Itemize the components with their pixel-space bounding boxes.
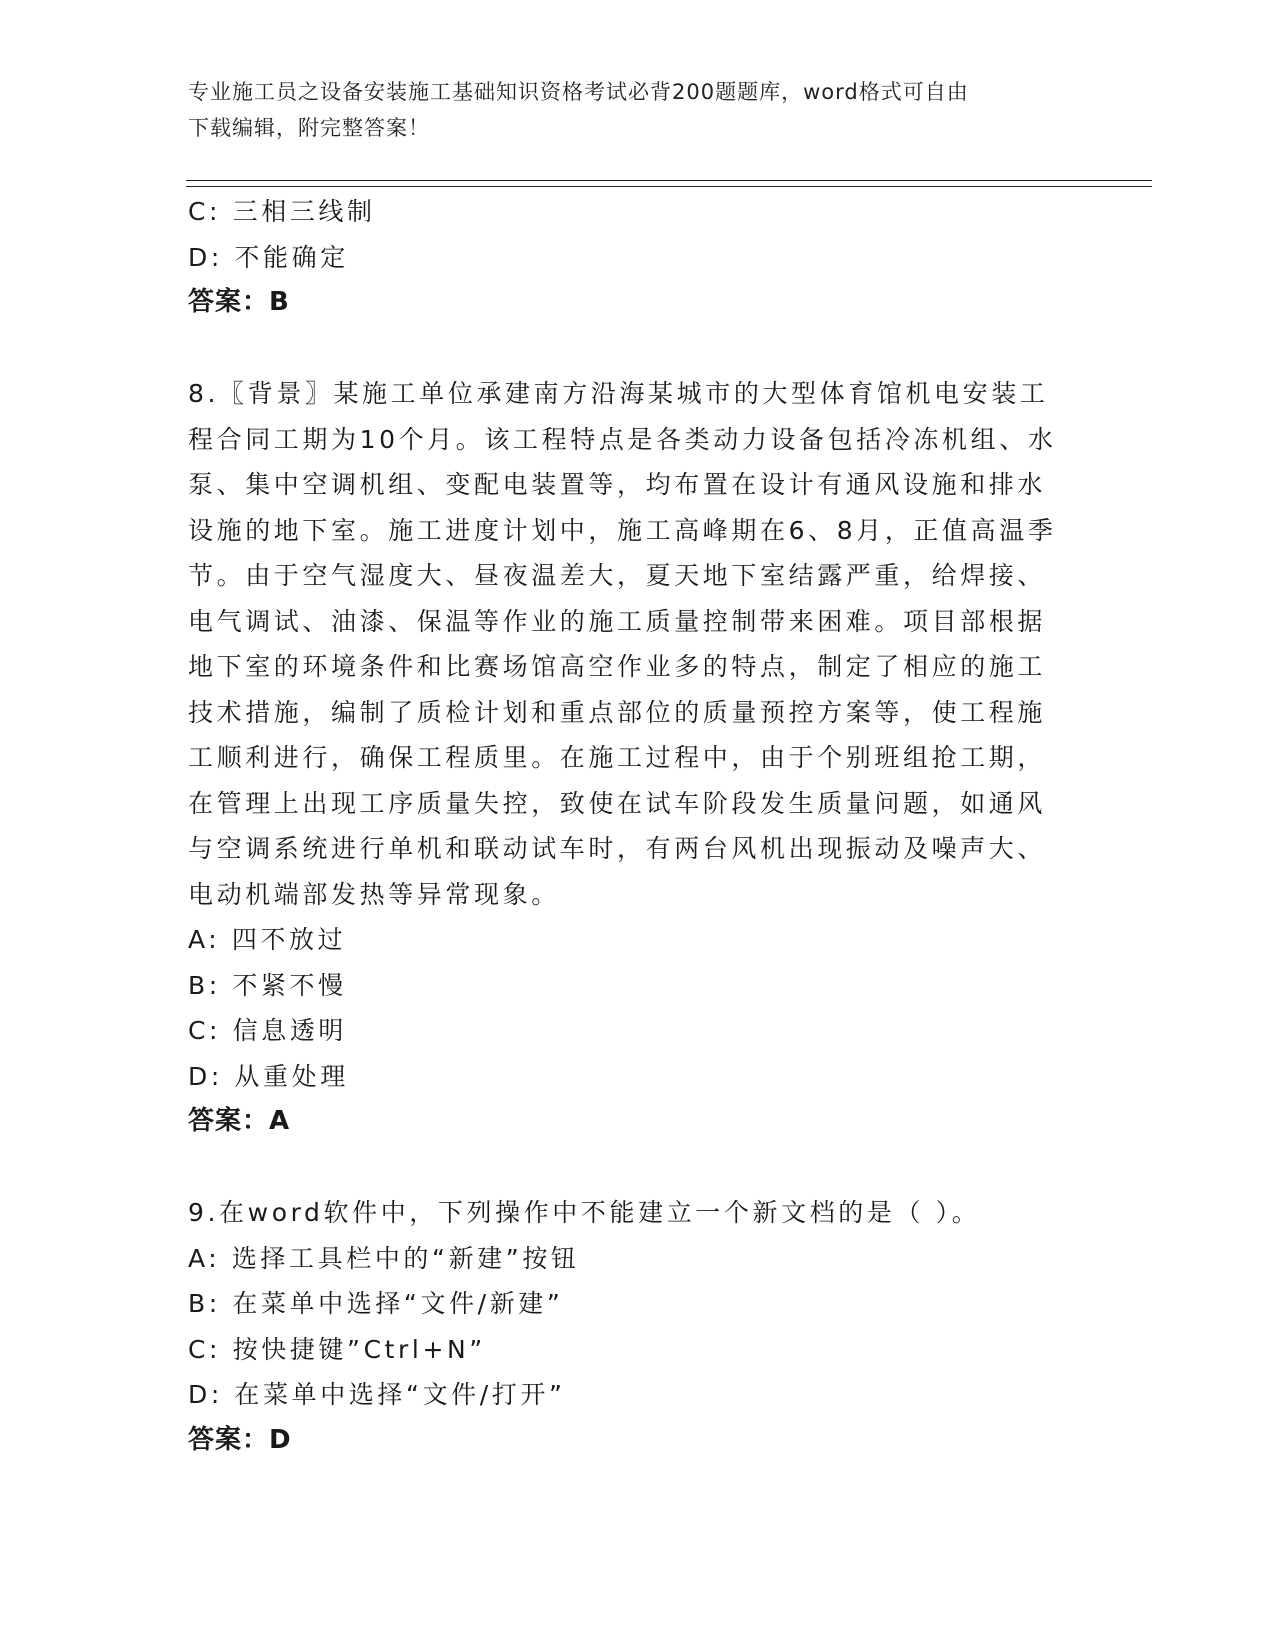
answer-line: 答案：A <box>188 1106 291 1136</box>
option-d: D: 从重处理 <box>188 1061 349 1091</box>
option-c: C: 三相三线制 <box>188 197 376 226</box>
question-text-line: 节。由于空气湿度大、昼夜温差大，夏天地下室结露严重，给焊接、 <box>188 561 1047 590</box>
option-b: B: 不紧不慢 <box>188 970 347 1000</box>
prev-question-block <box>188 189 1088 326</box>
spacer <box>188 1145 1088 1191</box>
question-text-line: 在管理上出现工序质量失控，致使在试车阶段发生质量问题，如通风 <box>188 788 1047 818</box>
question-9 <box>188 1190 1088 1463</box>
question-text-line: 设施的地下室。施工进度计划中，施工高峰期在6、8月，正值高温季 <box>188 515 1057 545</box>
question-text-line: 程合同工期为10个月。该工程特点是各类动力设备包括冷冻机组、水 <box>188 424 1057 454</box>
option-c: C: 信息透明 <box>188 1016 348 1045</box>
question-text-line: 地下室的环境条件和比赛场馆高空作业多的特点，制定了相应的施工 <box>188 652 1047 681</box>
option-a: A: 四不放过 <box>188 925 347 954</box>
question-text-line: 泵、集中空调机组、变配电装置等，均布置在设计有通风设施和排水 <box>188 470 1047 499</box>
answer-line: 答案：D <box>188 1424 292 1455</box>
answer-line: 答案：B <box>188 287 290 317</box>
spacer <box>188 326 1088 372</box>
question-text-line: 工顺利进行，确保工程质里。在施工过程中，由于个别班组抢工期， <box>188 743 1047 772</box>
question-text-line: 电动机端部发热等异常现象。 <box>188 879 560 909</box>
question-text-line: 与空调系统进行单机和联动试车时，有两台风机出现振动及噪声大、 <box>188 834 1047 863</box>
option-d: D: 在菜单中选择“文件/打开” <box>188 1380 566 1409</box>
option-d: D: 不能确定 <box>188 242 349 272</box>
document-header <box>188 74 1068 146</box>
question-text-line: 8.〖背景〗某施工单位承建南方沿海某城市的大型体育馆机电安装工 <box>188 379 1049 408</box>
question-text-line: 9.在word软件中，下列操作中不能建立一个新文档的是（ ）。 <box>188 1198 981 1227</box>
question-text-line: 技术措施，编制了质检计划和重点部位的质量预控方案等，使工程施 <box>188 697 1047 727</box>
header-line-2: 下载编辑，附完整答案！ <box>188 116 430 140</box>
document-body <box>188 189 1088 1463</box>
question-8 <box>188 371 1088 1145</box>
header-line-1: 专业施工员之设备安装施工基础知识资格考试必背200题题库，word格式可自由 <box>188 80 969 104</box>
option-c: C: 按快捷键”Ctrl+N” <box>188 1334 486 1364</box>
option-b: B: 在菜单中选择“文件/新建” <box>188 1289 564 1318</box>
option-a: A: 选择工具栏中的“新建”按钮 <box>188 1243 580 1273</box>
question-text-line: 电气调试、油漆、保温等作业的施工质量控制带来困难。项目部根据 <box>188 606 1047 636</box>
header-divider <box>186 180 1152 187</box>
